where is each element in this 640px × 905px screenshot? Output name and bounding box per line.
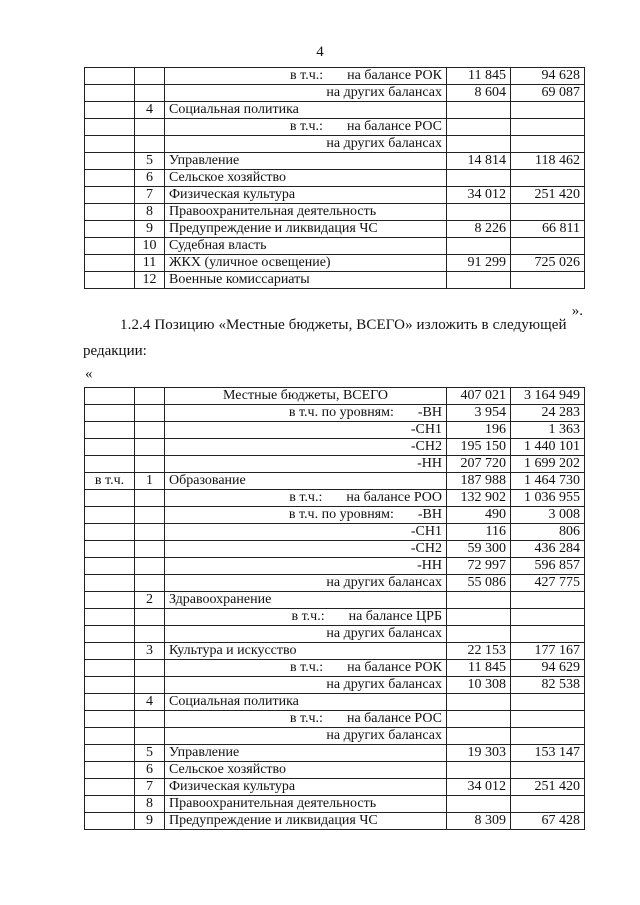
row-scope-cell <box>85 405 135 422</box>
table-row <box>85 711 585 728</box>
row-scope-cell <box>85 660 135 677</box>
row-prefix: в т.ч.: <box>289 490 323 505</box>
row-value-1 <box>447 626 511 643</box>
row-value-2: 82 538 <box>511 677 585 694</box>
row-scope-cell <box>85 119 135 136</box>
row-label-cell <box>165 745 447 762</box>
row-number-cell <box>135 626 165 643</box>
row-label-cell <box>165 711 447 728</box>
table-row <box>85 422 585 439</box>
row-scope-cell <box>85 507 135 524</box>
row-label-cell <box>165 490 447 507</box>
row-value-2 <box>511 728 585 745</box>
row-scope-cell <box>85 677 135 694</box>
row-prefix: в т.ч.: <box>290 660 324 675</box>
row-value-2: 251 420 <box>511 187 585 204</box>
header-label: Местные бюджеты, ВСЕГО <box>165 388 447 405</box>
row-value-2 <box>511 119 585 136</box>
row-value-2 <box>511 136 585 153</box>
row-scope-cell <box>85 272 135 289</box>
row-value-2 <box>511 102 585 119</box>
row-label: -СН1 <box>410 524 442 539</box>
row-scope-cell <box>85 238 135 255</box>
row-number-cell <box>135 405 165 422</box>
row-value-2: 436 284 <box>511 541 585 558</box>
table-row <box>85 745 585 762</box>
row-label-cell <box>165 136 447 153</box>
header-cell-empty <box>135 388 165 405</box>
row-label-cell <box>165 626 447 643</box>
row-value-1: 490 <box>447 507 511 524</box>
table-row <box>85 490 585 507</box>
row-value-1: 59 300 <box>447 541 511 558</box>
row-scope-cell <box>85 694 135 711</box>
row-label: на других балансах <box>326 626 442 641</box>
table-row <box>85 255 585 272</box>
row-label-cell <box>165 762 447 779</box>
row-value-1: 195 150 <box>447 439 511 456</box>
row-value-1 <box>447 728 511 745</box>
table-row <box>85 660 585 677</box>
row-number-cell <box>135 541 165 558</box>
row-value-2: 94 628 <box>511 68 585 85</box>
row-value-1: 132 902 <box>447 490 511 507</box>
row-number-cell <box>135 456 165 473</box>
row-label-cell <box>165 575 447 592</box>
row-value-1: 116 <box>447 524 511 541</box>
table-row <box>85 136 585 153</box>
row-number-cell: 4 <box>135 102 165 119</box>
row-number-cell <box>135 439 165 456</box>
row-label: Здравоохранение <box>169 592 272 607</box>
row-label: на других балансах <box>326 136 442 151</box>
row-value-1 <box>447 119 511 136</box>
row-prefix: в т.ч.: <box>291 609 325 624</box>
table-row <box>85 272 585 289</box>
row-value-1: 8 604 <box>447 85 511 102</box>
row-number-cell: 4 <box>135 694 165 711</box>
table-row <box>85 68 585 85</box>
table-row <box>85 643 585 660</box>
row-value-2: 118 462 <box>511 153 585 170</box>
row-label: -НН <box>417 456 442 471</box>
row-number-cell: 6 <box>135 762 165 779</box>
row-label: -СН2 <box>410 541 442 556</box>
row-label: на балансе РОС <box>346 711 442 726</box>
table-row <box>85 170 585 187</box>
row-value-1 <box>447 609 511 626</box>
row-label-cell <box>165 813 447 830</box>
table-row <box>85 541 585 558</box>
row-label: Управление <box>169 745 240 760</box>
row-label-cell <box>165 507 447 524</box>
paragraph-line-1: 1.2.4 Позицию «Местные бюджеты, ВСЕГО» изложить в следующей <box>120 317 567 333</box>
table2-body <box>85 388 585 830</box>
row-prefix: в т.ч.: <box>289 119 323 134</box>
row-number-cell: 9 <box>135 221 165 238</box>
table-row <box>85 439 585 456</box>
row-label-cell <box>165 187 447 204</box>
row-label-cell <box>165 119 447 136</box>
row-value-2: 1 464 730 <box>511 473 585 490</box>
table-row <box>85 238 585 255</box>
row-label-cell <box>165 473 447 490</box>
row-scope-cell <box>85 422 135 439</box>
row-label: -ВН <box>417 507 442 522</box>
row-number-cell <box>135 68 165 85</box>
row-value-2 <box>511 796 585 813</box>
row-scope-cell <box>85 85 135 102</box>
table-row <box>85 456 585 473</box>
row-number-cell <box>135 524 165 541</box>
row-value-1: 10 308 <box>447 677 511 694</box>
closing-quote: ». <box>571 303 583 319</box>
row-value-1 <box>447 136 511 153</box>
row-label: на балансе РОО <box>346 490 442 505</box>
table-row <box>85 558 585 575</box>
row-label: Образование <box>169 473 246 488</box>
row-value-1 <box>447 592 511 609</box>
row-label: -СН1 <box>410 422 442 437</box>
table-row <box>85 813 585 830</box>
row-value-1: 91 299 <box>447 255 511 272</box>
row-number-cell: 7 <box>135 187 165 204</box>
row-label: на балансе ЦРБ <box>348 609 442 624</box>
row-scope-cell <box>85 524 135 541</box>
row-value-1: 8 309 <box>447 813 511 830</box>
row-number-cell <box>135 490 165 507</box>
row-value-2 <box>511 272 585 289</box>
row-number-cell: 3 <box>135 643 165 660</box>
row-value-2 <box>511 238 585 255</box>
row-value-1 <box>447 711 511 728</box>
row-label-cell <box>165 204 447 221</box>
table-row <box>85 102 585 119</box>
row-value-2: 806 <box>511 524 585 541</box>
row-scope-cell <box>85 204 135 221</box>
row-value-1 <box>447 204 511 221</box>
row-label: на других балансах <box>326 728 442 743</box>
row-label: Культура и искусство <box>169 643 297 658</box>
row-scope-cell <box>85 609 135 626</box>
row-value-2: 1 036 955 <box>511 490 585 507</box>
paragraph-line-2: редакции: <box>83 343 147 359</box>
row-label-cell <box>165 524 447 541</box>
table-row <box>85 592 585 609</box>
row-value-1 <box>447 238 511 255</box>
row-value-2: 66 811 <box>511 221 585 238</box>
row-label-cell <box>165 541 447 558</box>
table-row <box>85 221 585 238</box>
table-row <box>85 507 585 524</box>
row-scope-cell <box>85 728 135 745</box>
row-value-1: 3 954 <box>447 405 511 422</box>
row-value-2: 3 008 <box>511 507 585 524</box>
row-label: Правоохранительная деятельность <box>169 204 377 219</box>
row-label-cell <box>165 221 447 238</box>
table-row <box>85 762 585 779</box>
table-row <box>85 694 585 711</box>
row-label: Социальная политика <box>169 694 299 709</box>
table-row <box>85 405 585 422</box>
row-label: Сельское хозяйство <box>169 170 287 185</box>
row-value-2: 69 087 <box>511 85 585 102</box>
row-scope-cell <box>85 592 135 609</box>
row-number-cell: 11 <box>135 255 165 272</box>
opening-quote: « <box>85 366 93 382</box>
row-value-2: 177 167 <box>511 643 585 660</box>
row-value-1 <box>447 762 511 779</box>
row-number-cell <box>135 85 165 102</box>
row-value-1 <box>447 796 511 813</box>
row-value-2 <box>511 204 585 221</box>
row-prefix: в т.ч.: <box>289 711 323 726</box>
local-budgets-table <box>84 387 585 830</box>
row-scope-cell <box>85 575 135 592</box>
row-value-2: 427 775 <box>511 575 585 592</box>
row-value-1: 34 012 <box>447 187 511 204</box>
row-value-2: 1 440 101 <box>511 439 585 456</box>
row-scope-cell <box>85 762 135 779</box>
row-label-cell <box>165 728 447 745</box>
row-prefix: в т.ч. по уровням: <box>288 405 394 420</box>
row-number-cell: 10 <box>135 238 165 255</box>
row-value-1 <box>447 170 511 187</box>
table-row <box>85 187 585 204</box>
row-value-1: 8 226 <box>447 221 511 238</box>
row-label: на других балансах <box>326 677 442 692</box>
row-value-2: 596 857 <box>511 558 585 575</box>
row-value-1: 22 153 <box>447 643 511 660</box>
row-number-cell: 8 <box>135 204 165 221</box>
row-scope-cell <box>85 153 135 170</box>
row-number-cell <box>135 119 165 136</box>
row-value-1 <box>447 102 511 119</box>
row-number-cell <box>135 660 165 677</box>
row-scope-cell <box>85 796 135 813</box>
table-row <box>85 796 585 813</box>
row-value-2: 67 428 <box>511 813 585 830</box>
row-label: Военные комиссариаты <box>169 272 310 287</box>
row-value-1: 196 <box>447 422 511 439</box>
row-value-2: 1 699 202 <box>511 456 585 473</box>
row-label: на других балансах <box>326 85 442 100</box>
row-value-2 <box>511 694 585 711</box>
header-cell-empty <box>85 388 135 405</box>
row-scope-cell <box>85 643 135 660</box>
row-label-cell <box>165 68 447 85</box>
row-value-1: 11 845 <box>447 68 511 85</box>
row-label: Судебная власть <box>169 238 267 253</box>
row-number-cell: 7 <box>135 779 165 796</box>
row-value-2: 94 629 <box>511 660 585 677</box>
row-value-2 <box>511 762 585 779</box>
table1-body <box>85 68 585 289</box>
header-value-2: 3 164 949 <box>511 388 585 405</box>
row-value-2: 1 363 <box>511 422 585 439</box>
row-label-cell <box>165 660 447 677</box>
row-scope-cell <box>85 456 135 473</box>
header-value-1: 407 021 <box>447 388 511 405</box>
row-number-cell <box>135 558 165 575</box>
table-row <box>85 728 585 745</box>
row-number-cell <box>135 677 165 694</box>
row-number-cell <box>135 609 165 626</box>
row-prefix: в т.ч. по уровням: <box>288 507 394 522</box>
row-number-cell: 6 <box>135 170 165 187</box>
row-label-cell <box>165 677 447 694</box>
row-number-cell <box>135 575 165 592</box>
row-scope-cell <box>85 187 135 204</box>
row-label-cell <box>165 592 447 609</box>
row-label: на балансе РОК <box>347 660 442 675</box>
row-scope-cell <box>85 68 135 85</box>
row-value-2 <box>511 711 585 728</box>
row-value-1: 19 303 <box>447 745 511 762</box>
row-scope-cell <box>85 541 135 558</box>
row-scope-cell <box>85 626 135 643</box>
row-scope-cell <box>85 745 135 762</box>
row-label: -ВН <box>417 405 442 420</box>
row-scope-cell: в т.ч. <box>85 473 135 490</box>
row-number-cell <box>135 422 165 439</box>
table-row <box>85 626 585 643</box>
row-label: Предупреждение и ликвидация ЧС <box>169 221 378 236</box>
row-value-2: 251 420 <box>511 779 585 796</box>
table-row <box>85 609 585 626</box>
row-scope-cell <box>85 711 135 728</box>
row-value-2 <box>511 592 585 609</box>
table-row <box>85 119 585 136</box>
budget-table-continuation <box>84 67 585 289</box>
row-value-2 <box>511 609 585 626</box>
row-scope-cell <box>85 779 135 796</box>
row-label: на балансе РОС <box>346 119 442 134</box>
row-label: Управление <box>169 153 240 168</box>
row-label-cell <box>165 170 447 187</box>
row-scope-cell <box>85 221 135 238</box>
row-label-cell <box>165 85 447 102</box>
row-number-cell: 5 <box>135 745 165 762</box>
row-prefix: в т.ч.: <box>290 68 324 83</box>
row-label: Социальная политика <box>169 102 299 117</box>
page-number: 4 <box>316 44 324 60</box>
row-scope-cell <box>85 490 135 507</box>
table-row <box>85 153 585 170</box>
table-row <box>85 524 585 541</box>
row-value-1: 207 720 <box>447 456 511 473</box>
row-scope-cell <box>85 558 135 575</box>
table-row <box>85 575 585 592</box>
row-scope-cell <box>85 813 135 830</box>
row-value-1: 14 814 <box>447 153 511 170</box>
row-value-1: 72 997 <box>447 558 511 575</box>
row-label-cell <box>165 558 447 575</box>
row-label-cell <box>165 643 447 660</box>
row-scope-cell <box>85 439 135 456</box>
table-row <box>85 204 585 221</box>
row-scope-cell <box>85 255 135 272</box>
row-number-cell: 5 <box>135 153 165 170</box>
row-number-cell <box>135 507 165 524</box>
row-value-1: 34 012 <box>447 779 511 796</box>
table-header-row <box>85 388 585 405</box>
row-label-cell <box>165 255 447 272</box>
row-label: Предупреждение и ликвидация ЧС <box>169 813 378 828</box>
row-value-1: 187 988 <box>447 473 511 490</box>
row-value-2 <box>511 170 585 187</box>
row-number-cell <box>135 136 165 153</box>
row-scope-cell <box>85 136 135 153</box>
row-label-cell <box>165 694 447 711</box>
row-label: -СН2 <box>410 439 442 454</box>
row-value-1 <box>447 272 511 289</box>
row-scope-cell <box>85 102 135 119</box>
row-label: Сельское хозяйство <box>169 762 287 777</box>
table-row <box>85 677 585 694</box>
row-label-cell <box>165 422 447 439</box>
row-value-1: 55 086 <box>447 575 511 592</box>
row-label-cell <box>165 405 447 422</box>
row-value-1 <box>447 694 511 711</box>
row-value-2: 24 283 <box>511 405 585 422</box>
row-label: Физическая культура <box>169 779 296 794</box>
table-row <box>85 779 585 796</box>
row-label-cell <box>165 238 447 255</box>
row-number-cell: 12 <box>135 272 165 289</box>
table-row <box>85 85 585 102</box>
row-value-2 <box>511 626 585 643</box>
row-label: Правоохранительная деятельность <box>169 796 377 811</box>
row-scope-cell <box>85 170 135 187</box>
row-number-cell: 2 <box>135 592 165 609</box>
row-label-cell <box>165 439 447 456</box>
row-label: на балансе РОК <box>347 68 442 83</box>
row-label: Физическая культура <box>169 187 296 202</box>
row-label-cell <box>165 796 447 813</box>
row-value-1: 11 845 <box>447 660 511 677</box>
row-number-cell <box>135 711 165 728</box>
row-number-cell: 9 <box>135 813 165 830</box>
row-label-cell <box>165 456 447 473</box>
row-value-2: 725 026 <box>511 255 585 272</box>
row-number-cell: 1 <box>135 473 165 490</box>
table-row <box>85 473 585 490</box>
row-value-2: 153 147 <box>511 745 585 762</box>
row-label: ЖКХ (уличное освещение) <box>169 255 331 270</box>
row-label-cell <box>165 153 447 170</box>
row-label: на других балансах <box>326 575 442 590</box>
row-label-cell <box>165 779 447 796</box>
row-label-cell <box>165 102 447 119</box>
row-number-cell: 8 <box>135 796 165 813</box>
row-label-cell <box>165 272 447 289</box>
row-label: -НН <box>417 558 442 573</box>
row-number-cell <box>135 728 165 745</box>
row-label-cell <box>165 609 447 626</box>
